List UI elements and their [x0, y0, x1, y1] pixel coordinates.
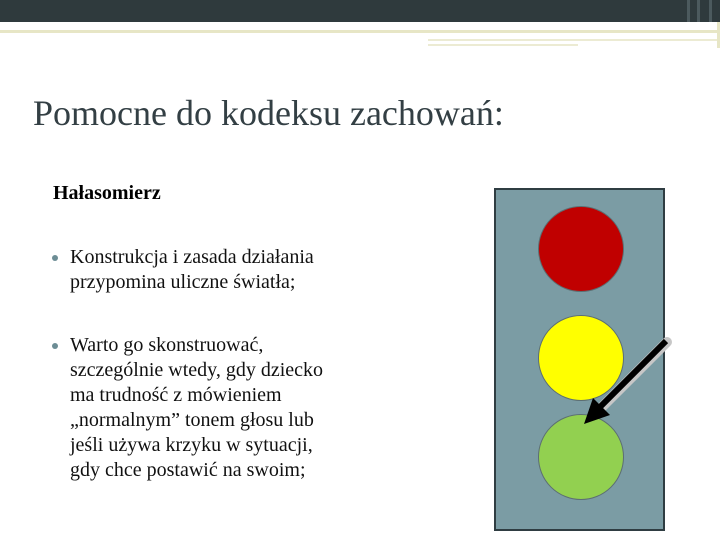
- subheading: Hałasomierz: [53, 182, 161, 204]
- bullet-line: jeśli używa krzyku w sytuacji,: [70, 434, 313, 456]
- bullet-line: szczególnie wtedy, gdy dziecko: [70, 359, 324, 381]
- bullet-line: gdy chce postawić na swoim;: [70, 459, 306, 481]
- bullet-line: Warto go skonstruować,: [70, 334, 264, 356]
- bullet-line: „normalnym” tonem głosu lub: [70, 409, 314, 431]
- bullet-line: ma trudność z mówieniem: [70, 384, 282, 406]
- slide-title: Pomocne do kodeksu zachowań:: [33, 93, 504, 133]
- bullet-line: przypomina uliczne światła;: [70, 271, 296, 293]
- bullet-line: Konstrukcja i zasada działania: [70, 246, 314, 268]
